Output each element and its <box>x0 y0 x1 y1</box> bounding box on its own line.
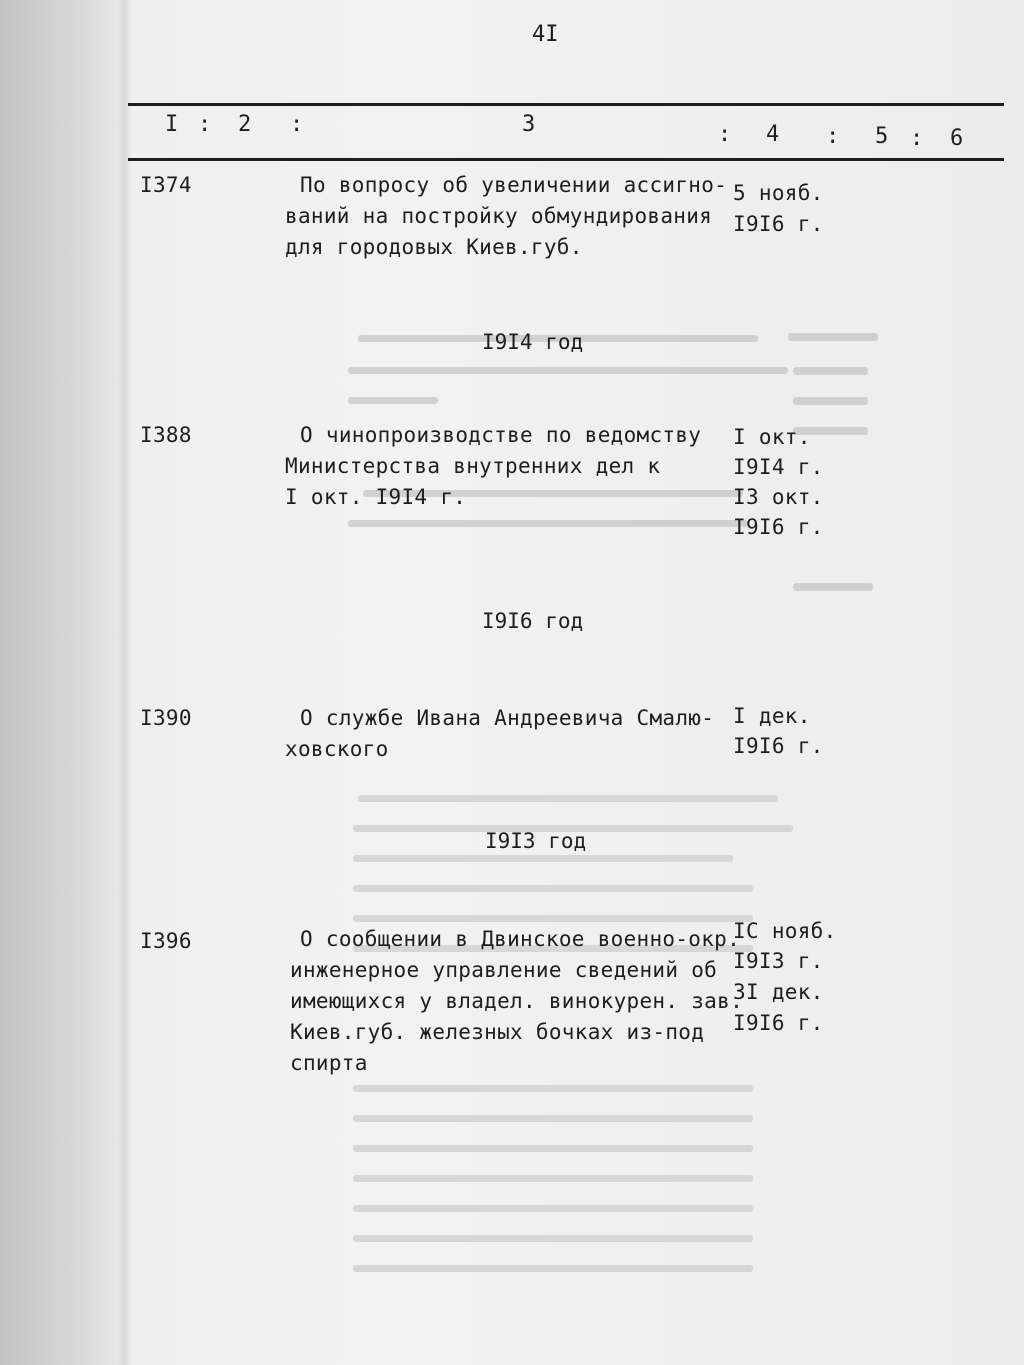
page-number: 4I <box>532 22 559 47</box>
entry-title-line: I окт. I9I4 г. <box>285 485 467 509</box>
col-header-6: 6 <box>950 126 964 151</box>
entry-title-line: инженерное управление сведений об <box>290 958 718 982</box>
year-heading: I9I4 год <box>482 330 584 354</box>
entry-date-line: I9I6 г. <box>733 212 824 236</box>
entry-number: I390 <box>140 706 192 730</box>
col-separator: : <box>290 112 304 137</box>
entry-date-line: I дек. <box>733 704 811 728</box>
entry-title-line: ховского <box>285 737 389 761</box>
binding-fold <box>118 0 132 1365</box>
entry-title-line: О чинопроизводстве по ведомству <box>300 423 702 447</box>
entry-date-line: I3 окт. <box>733 485 824 509</box>
entry-title-line: О службе Ивана Андреевича Смалю- <box>300 706 715 730</box>
entry-number: I396 <box>140 929 192 953</box>
entry-title-line: Киев.губ. железных бочках из-под <box>290 1020 705 1044</box>
entry-date-line: I9I3 г. <box>733 949 824 973</box>
entry-date-line: I9I6 г. <box>733 1011 824 1035</box>
entry-date-line: IС нояб. <box>733 919 837 943</box>
entry-number: I374 <box>140 173 192 197</box>
entry-date-line: 5 нояб. <box>733 181 824 205</box>
entry-title-line: О сообщении в Двинское военно-окр. <box>300 927 741 951</box>
year-heading: I9I6 год <box>482 609 584 633</box>
page-edge-shadow <box>0 0 125 1365</box>
col-header-4: 4 <box>766 122 780 147</box>
entry-date-line: I9I6 г. <box>733 734 824 758</box>
col-separator: : <box>826 124 840 149</box>
col-header-1: I <box>165 112 179 137</box>
entry-number: I388 <box>140 423 192 447</box>
entry-date-line: I окт. <box>733 425 811 449</box>
col-separator: : <box>718 122 732 147</box>
entry-title-line: спирта <box>290 1051 368 1075</box>
entry-date-line: I9I6 г. <box>733 515 824 539</box>
entry-title-line: имеющихся у владел. винокурен. зав. <box>290 989 744 1013</box>
col-separator: : <box>910 126 924 151</box>
year-heading: I9I3 год <box>485 829 587 853</box>
header-bottom-rule <box>128 158 1004 161</box>
col-header-3: 3 <box>522 112 536 137</box>
header-top-rule <box>128 103 1004 106</box>
entry-title-line: ваний на постройку обмундирования <box>285 204 713 228</box>
entry-title-line: По вопросу об увеличении ассигно- <box>300 173 728 197</box>
entry-date-line: 3I дек. <box>733 980 824 1004</box>
col-header-5: 5 <box>875 124 889 149</box>
entry-title-line: Министерства внутренних дел к <box>285 454 661 478</box>
col-separator: : <box>198 112 212 137</box>
entry-title-line: для городовых Киев.губ. <box>285 235 583 259</box>
col-header-2: 2 <box>238 112 252 137</box>
entry-date-line: I9I4 г. <box>733 455 824 479</box>
